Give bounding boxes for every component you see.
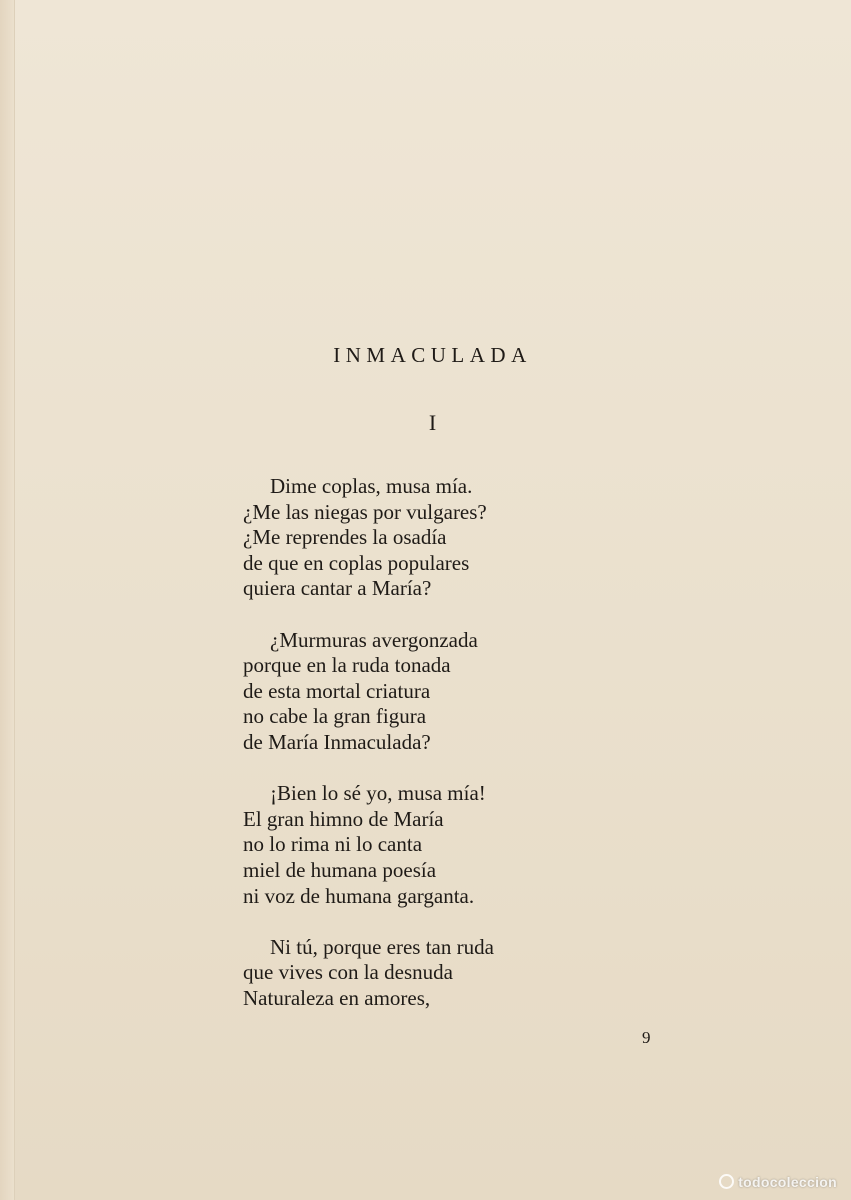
poem-title: INMACULADA <box>333 343 532 367</box>
stanza-4 <box>243 935 683 1012</box>
poem-line: porque en la ruda tonada <box>243 653 451 678</box>
watermark-text: todocoleccion <box>738 1174 837 1190</box>
page-number: 9 <box>642 1028 651 1047</box>
poem-line: Dime coplas, musa mía. <box>270 474 473 498</box>
page-edge <box>0 0 15 1200</box>
poem-line: Naturaleza en amores, <box>243 985 431 1010</box>
stanza-2 <box>243 628 683 756</box>
poem-line: no cabe la gran figura <box>243 704 427 729</box>
poem-line: no lo rima ni lo canta <box>243 832 423 857</box>
poem-body <box>243 474 683 1037</box>
poem-line: miel de humana poesía <box>243 857 437 882</box>
poem-line: que vives con la desnuda <box>243 960 453 985</box>
section-numeral: I <box>428 410 437 435</box>
stanza-3 <box>243 781 683 909</box>
poem-line: de esta mortal criatura <box>243 678 431 703</box>
poem-line: El gran himno de María <box>243 806 444 831</box>
poem-line: Ni tú, porque eres tan ruda <box>270 934 494 959</box>
poem-line: ¡Bien lo sé yo, musa mía! <box>270 781 486 806</box>
stanza-1 <box>243 474 683 602</box>
poem-line: ¿Me las niegas por vulgares? <box>243 499 487 524</box>
poem-line: quiera cantar a María? <box>243 576 432 601</box>
poem-line: ¿Me reprendes la osadía <box>243 525 447 550</box>
poem-line: ni voz de humana garganta. <box>243 883 475 908</box>
poem-line: ¿Murmuras avergonzada <box>270 627 478 652</box>
watermark-logo-icon <box>719 1174 734 1189</box>
watermark <box>719 1174 837 1190</box>
poem-line: de que en coplas populares <box>243 550 470 575</box>
poem-line: de María Inmaculada? <box>243 729 431 754</box>
